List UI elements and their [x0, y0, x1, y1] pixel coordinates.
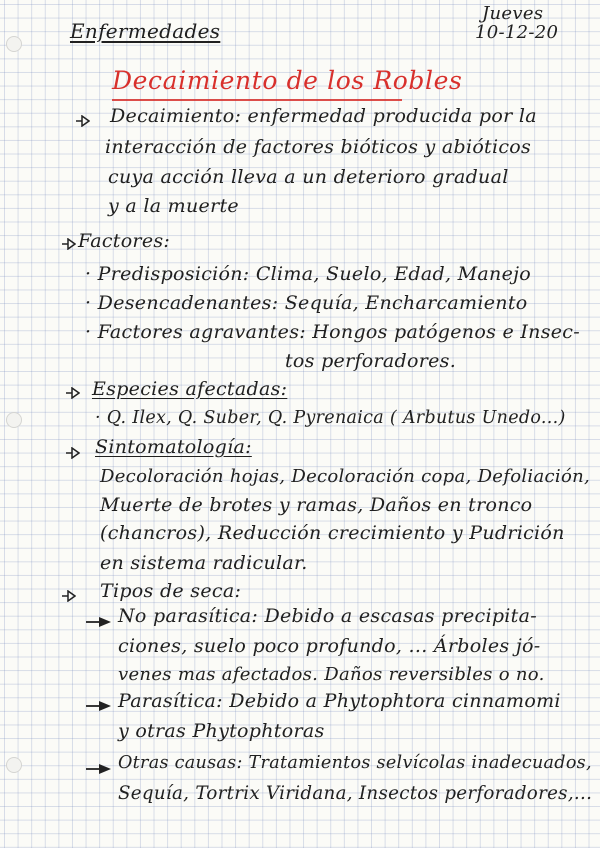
header-day: Jueves	[482, 3, 544, 24]
page-title: Decaimiento de los Robles	[112, 66, 463, 95]
header-date: 10-12-20	[475, 22, 559, 43]
otras-causas-line-1: Otras causas: Tratamientos selvícolas inadecuados,	[118, 752, 592, 773]
subject-heading: Enfermedades	[70, 19, 221, 43]
no-parasitica-line-3: venes mas afectados. Daños reversibles o no.	[118, 664, 545, 685]
punch-hole	[6, 412, 22, 428]
open-triangle-bullet-icon	[66, 387, 80, 399]
open-triangle-bullet-icon	[62, 590, 76, 602]
no-parasitica-line-2: ciones, suelo poco profundo, ... Árboles jó-	[118, 635, 541, 657]
otras-causas-line-2: Sequía, Tortrix Viridana, Insectos perforadores,...	[118, 782, 593, 804]
sintomas-line-1: Decoloración hojas, Decoloración copa, Defoliación,	[100, 466, 590, 487]
sintomatologia-heading: Sintomatología:	[95, 436, 252, 458]
factor-desencadenantes: · Desencadenantes: Sequía, Encharcamiento	[85, 292, 528, 314]
parasitica-line-2: y otras Phytophtoras	[118, 720, 325, 742]
punch-hole	[6, 36, 22, 52]
filled-arrow-bullet-icon	[86, 616, 112, 628]
definition-line-3: cuya acción lleva a un deterioro gradual	[108, 166, 509, 188]
especies-heading: Especies afectadas:	[92, 378, 288, 400]
factores-heading: Factores:	[78, 230, 171, 252]
filled-arrow-bullet-icon	[86, 700, 112, 712]
sintomas-line-2: Muerte de brotes y ramas, Daños en tronco	[100, 494, 533, 516]
sintomas-line-3: (chancros), Reducción crecimiento y Pudrición	[100, 522, 565, 544]
open-triangle-bullet-icon	[76, 115, 90, 127]
parasitica-line-1: Parasítica: Debido a Phytophtora cinnamomi	[118, 690, 561, 712]
open-triangle-bullet-icon	[66, 447, 80, 459]
factor-predisposicion: · Predisposición: Clima, Suelo, Edad, Manejo	[85, 263, 532, 285]
definition-line-2: interacción de factores bióticos y abióticos	[105, 136, 532, 158]
open-triangle-bullet-icon	[62, 238, 76, 250]
definition-line-4: y a la muerte	[108, 195, 239, 217]
especies-list: · Q. Ilex, Q. Suber, Q. Pyrenaica ( Arbutus Unedo...)	[95, 408, 566, 428]
factor-agravantes-cont: tos perforadores.	[285, 350, 457, 372]
no-parasitica-line-1: No parasítica: Debido a escasas precipita-	[118, 605, 537, 627]
filled-arrow-bullet-icon	[86, 763, 112, 775]
definition-line-1: Decaimiento: enfermedad producida por la	[110, 105, 537, 127]
title-underline	[112, 99, 402, 101]
factor-agravantes: · Factores agravantes: Hongos patógenos e Insec-	[85, 321, 580, 343]
sintomas-line-4: en sistema radicular.	[100, 552, 308, 574]
punch-hole	[6, 757, 22, 773]
tipos-seca-heading: Tipos de seca:	[100, 580, 242, 602]
